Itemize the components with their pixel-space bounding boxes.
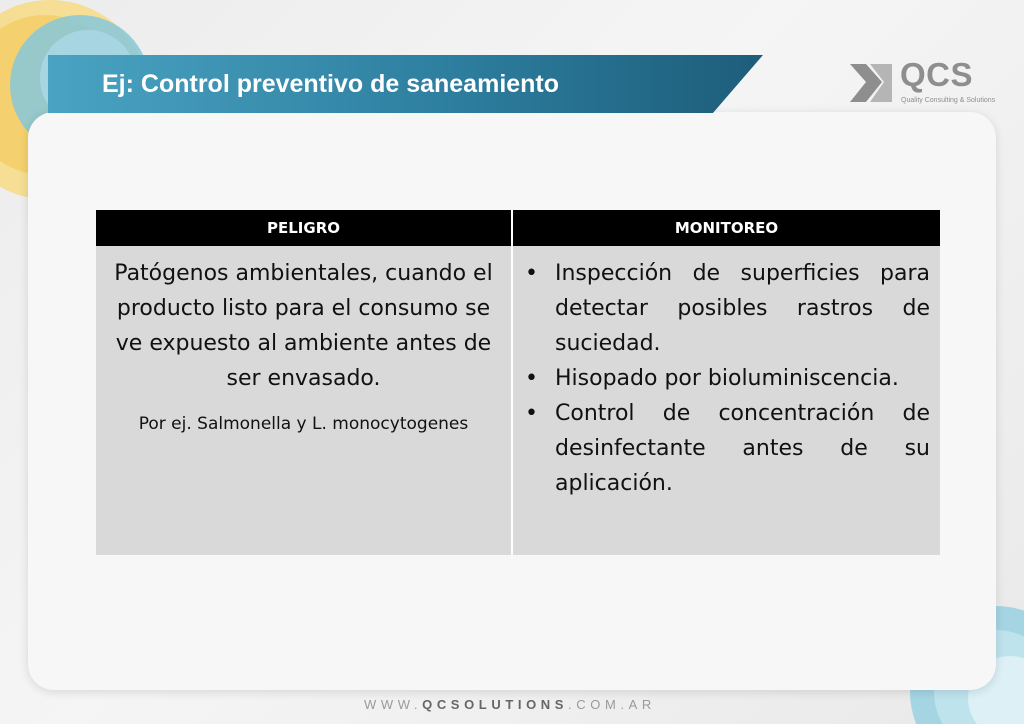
monitoring-item: • Hisopado por bioluminiscencia. (513, 361, 930, 396)
monitoring-cell (512, 246, 940, 555)
footer-url-brand: QCSOLUTIONS (422, 697, 569, 712)
header-peligro: PELIGRO (96, 210, 512, 246)
hazard-description: Patógenos ambientales, cuando el producto listo para el consumo se ve expuesto al ambiente antes de ser envasado. (114, 261, 493, 391)
bullet-icon: • (525, 261, 538, 286)
logo-mark: QCS (900, 56, 974, 93)
footer-url-prefix: WWW. (364, 697, 423, 712)
bullet-icon: • (525, 401, 538, 426)
monitoring-item: • Control de concentración de desinfectante antes de su aplicación. (513, 396, 930, 501)
footer-url-suffix: .COM.AR (568, 697, 656, 712)
header-monitoreo: MONITOREO (512, 210, 940, 246)
monitoring-list (513, 246, 940, 501)
logo-tagline: Quality Consulting & Solutions (901, 97, 996, 104)
hazard-cell (96, 246, 512, 555)
monitoring-item: • Inspección de superficies para detectar posibles rastros de suciedad. (513, 256, 930, 361)
hazard-monitoring-table (96, 210, 940, 555)
slide-title: Ej: Control preventivo de saneamiento (102, 70, 560, 98)
hazard-example: Por ej. Salmonella y L. monocytogenes (138, 414, 469, 434)
bullet-icon: • (525, 366, 538, 391)
footer-website (364, 697, 656, 712)
